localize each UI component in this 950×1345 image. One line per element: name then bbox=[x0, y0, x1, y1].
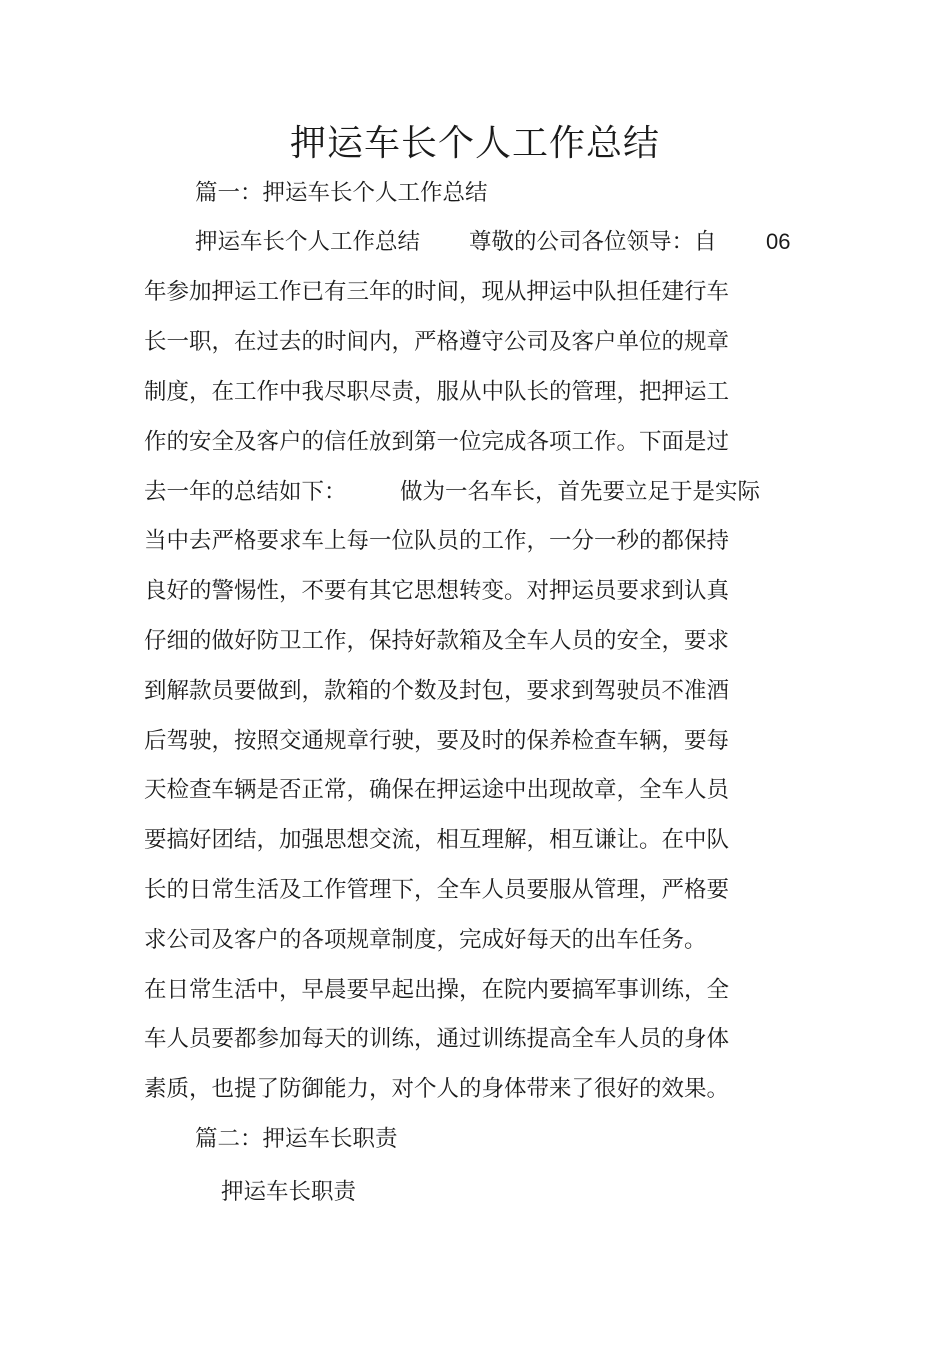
body-line: 制度，在工作中我尽职尽责，服从中队长的管理，把押运工 bbox=[144, 379, 730, 405]
body-line: 后驾驶，按照交通规章行驶，要及时的保养检查车辆，要每 bbox=[144, 728, 730, 754]
section-1-lead-year: 06 bbox=[766, 229, 791, 254]
body-line: 要搞好团结，加强思想交流，相互理解，相互谦让。在中队 bbox=[144, 827, 730, 853]
section-2-heading: 篇二：押运车长职责 bbox=[195, 1126, 398, 1152]
body-line: 车人员要都参加每天的训练，通过训练提高全车人员的身体 bbox=[144, 1026, 730, 1052]
body-line: 年参加押运工作已有三年的时间，现从押运中队担任建行车 bbox=[144, 279, 730, 305]
body-line: 素质，也提了防御能力，对个人的身体带来了很好的效果。 bbox=[144, 1076, 730, 1102]
section-2-subheading: 押运车长职责 bbox=[221, 1179, 357, 1205]
body-line: 仔细的做好防卫工作，保持好款箱及全车人员的安全，要求 bbox=[144, 628, 730, 654]
section-1-lead-greeting: 尊敬的公司各位领导：自 bbox=[469, 229, 717, 255]
body-line: 作的安全及客户的信任放到第一位完成各项工作。下面是过 bbox=[144, 429, 730, 455]
section-1-heading: 篇一：押运车长个人工作总结 bbox=[195, 180, 488, 206]
body-line: 到解款员要做到，款箱的个数及封包，要求到驾驶员不准酒 bbox=[144, 678, 730, 704]
body-line: 长一职，在过去的时间内，严格遵守公司及客户单位的规章 bbox=[144, 329, 730, 355]
section-1-lead-title: 押运车长个人工作总结 bbox=[195, 229, 421, 255]
body-line: 天检查车辆是否正常，确保在押运途中出现故章，全车人员 bbox=[144, 777, 730, 803]
body-line: 在日常生活中，早晨要早起出操，在院内要搞军事训练，全 bbox=[144, 977, 730, 1003]
body-line: 良好的警惕性，不要有其它思想转变。对押运员要求到认真 bbox=[144, 578, 730, 604]
document-title: 押运车长个人工作总结 bbox=[289, 123, 660, 164]
body-line: 当中去严格要求车上每一位队员的工作，一分一秒的都保持 bbox=[144, 528, 730, 554]
body-line: 长的日常生活及工作管理下，全车人员要服从管理，严格要 bbox=[144, 877, 730, 903]
body-line-summary-intro: 去一年的总结如下： bbox=[144, 479, 347, 505]
body-line-summary-start: 做为一名车长，首先要立足于是实际 bbox=[400, 479, 761, 505]
body-line: 求公司及客户的各项规章制度，完成好每天的出车任务。 bbox=[144, 927, 707, 953]
